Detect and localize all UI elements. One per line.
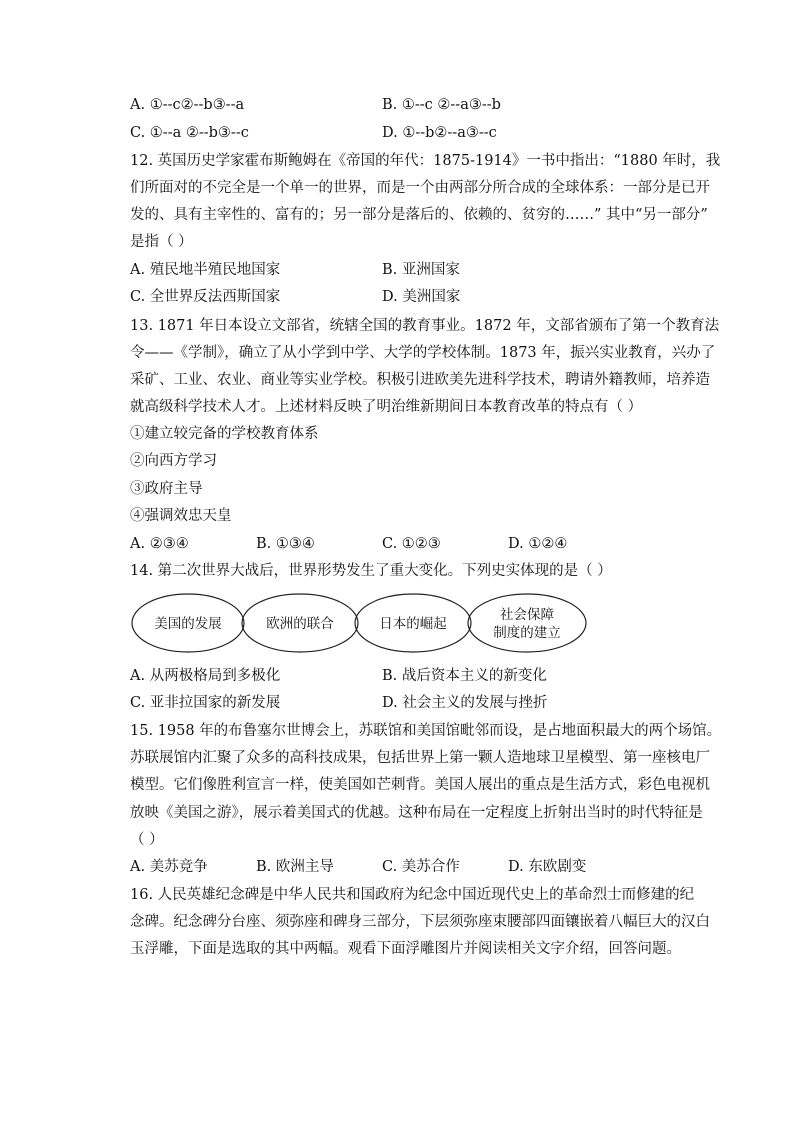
q12-stem-line-4: 是指（ ） <box>130 234 193 250</box>
q14-option-c[interactable]: C. 亚非拉国家的新发展 <box>130 695 281 711</box>
q13-option-b[interactable]: B. ①③④ <box>256 536 315 552</box>
q15-stem-line-5: （ ） <box>130 832 164 848</box>
q15-option-c[interactable]: C. 美苏合作 <box>382 859 460 875</box>
q12-stem-line-2: 们所面对的不完全是一个单一的世界，而是一个由两部分所合成的全球体系：一部分是已开 <box>130 180 710 196</box>
q15-stem-line-2: 苏联展馆内汇聚了众多的高科技成果，包括世界上第一颗人造地球卫星模型、第一座核电厂 <box>130 750 710 766</box>
q13-stem-line-2: 令——《学制》，确立了从小学到中学、大学的学校体制。1873 年，振兴实业教育，兴办了 <box>130 345 716 361</box>
q13-option-c[interactable]: C. ①②③ <box>382 536 441 552</box>
q11-option-b[interactable]: B. ①--c ②--a③--b <box>382 97 501 113</box>
oval-label-4-line-2: 制度的建立 <box>493 625 561 641</box>
q13-item-4: ④强调效忠天皇 <box>130 508 232 524</box>
q12-option-d[interactable]: D. 美洲国家 <box>382 289 461 305</box>
oval-label-2: 欧洲的联合 <box>266 616 334 632</box>
q13-item-1: ①建立较完备的学校教育体系 <box>130 426 319 442</box>
q12-stem-line-3: 发的、具有主宰性的、富有的；另一部分是落后的、依赖的、贫穷的……” 其中“另一部分” <box>130 207 708 223</box>
q11-option-a[interactable]: A. ①--c②--b③--a <box>130 97 245 113</box>
q15-option-b[interactable]: B. 欧洲主导 <box>256 859 334 875</box>
oval-4 <box>468 594 586 652</box>
oval-label-1: 美国的发展 <box>154 616 222 632</box>
q15-option-d[interactable]: D. 东欧剧变 <box>508 859 587 875</box>
q15-option-a[interactable]: A. 美苏竞争 <box>130 859 208 875</box>
q14-oval-diagram <box>130 592 590 654</box>
q12-option-c[interactable]: C. 全世界反法西斯国家 <box>130 289 281 305</box>
oval-label-3: 日本的崛起 <box>379 616 447 632</box>
q13-stem-line-3: 采矿、工业、农业、商业等实业学校。积极引进欧美先进科学技术，聘请外籍教师，培养造 <box>130 372 710 388</box>
q13-item-2: ②向西方学习 <box>130 453 217 469</box>
q16-stem-line-1: 16. 人民英雄纪念碑是中华人民共和国政府为纪念中国近现代史上的革命烈士而修建的纪 <box>130 887 695 903</box>
q15-stem-line-4: 放映《美国之游》，展示着美国式的优越。这种布局在一定程度上折射出当时的时代特征是 <box>130 805 703 821</box>
q14-option-b[interactable]: B. 战后资本主义的新变化 <box>382 668 547 684</box>
q13-item-3: ③政府主导 <box>130 481 203 497</box>
q11-option-c[interactable]: C. ①--a ②--b③--c <box>130 125 249 141</box>
q12-stem-line-1: 12. 英国历史学家霍布斯鲍姆在《帝国的年代：1875-1914》一书中指出：“1880 年时，我 <box>130 153 721 169</box>
oval-label-4-line-1: 社会保障 <box>500 607 554 623</box>
q15-stem-line-3: 模型。它们像胜利宣言一样，使美国如芒刺背。美国人展出的重点是生活方式，彩色电视机 <box>130 777 710 793</box>
q16-stem-line-3: 玉浮雕，下面是选取的其中两幅。观看下面浮雕图片并阅读相关文字介绍，回答问题。 <box>130 941 681 957</box>
q12-option-b[interactable]: B. 亚洲国家 <box>382 262 460 278</box>
q14-option-d[interactable]: D. 社会主义的发展与挫折 <box>382 695 548 711</box>
q13-stem-line-4: 就高级科学技术人才。上述材料反映了明治维新期间日本教育改革的特点有（ ） <box>130 399 643 415</box>
q15-stem-line-1: 15. 1958 年的布鲁塞尔世博会上，苏联馆和美国馆毗邻而设，是占地面积最大的两个场馆。 <box>130 723 722 739</box>
q13-stem-line-1: 13. 1871 年日本设立文部省，统辖全国的教育事业。1872 年，文部省颁布了第一个教育法 <box>130 318 720 334</box>
q11-option-d[interactable]: D. ①--b②--a③--c <box>382 125 497 141</box>
q14-option-a[interactable]: A. 从两极格局到多极化 <box>130 668 281 684</box>
q13-option-a[interactable]: A. ②③④ <box>130 536 189 552</box>
q12-option-a[interactable]: A. 殖民地半殖民地国家 <box>130 262 281 278</box>
q16-stem-line-2: 念碑。纪念碑分台座、须弥座和碑身三部分，下层须弥座束腰部四面镶嵌着八幅巨大的汉白 <box>130 914 710 930</box>
q13-option-d[interactable]: D. ①②④ <box>508 536 568 552</box>
q14-stem: 14. 第二次世界大战后，世界形势发生了重大变化。下列史实体现的是（ ） <box>130 563 612 579</box>
